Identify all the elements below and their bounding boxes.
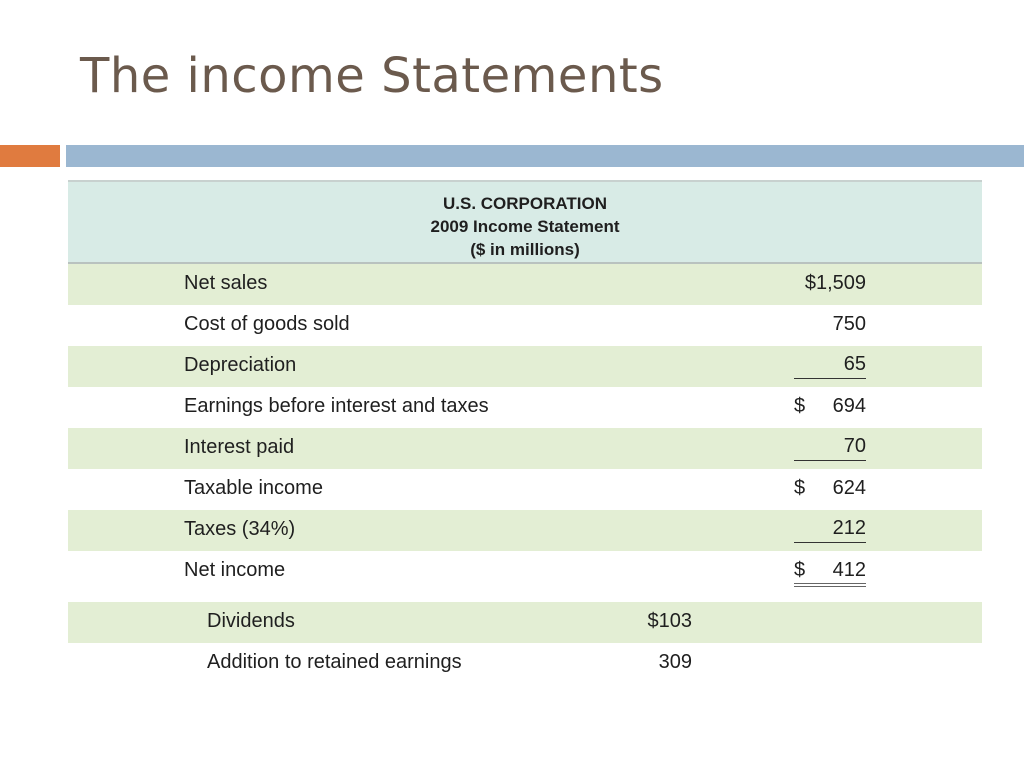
row-taxable-income bbox=[68, 469, 982, 510]
row-net-income bbox=[68, 551, 982, 592]
row-label: Cost of goods sold bbox=[184, 313, 350, 335]
accent-bar-orange bbox=[0, 145, 60, 167]
row-value: 212 bbox=[794, 517, 866, 543]
row-label: Net sales bbox=[184, 272, 268, 294]
statement-header bbox=[68, 180, 982, 264]
income-statement-table bbox=[68, 180, 982, 684]
row-ebit bbox=[68, 387, 982, 428]
row-label: Interest paid bbox=[184, 436, 295, 458]
row-value: 309 bbox=[658, 651, 692, 673]
row-value: $103 bbox=[647, 610, 692, 632]
statement-units: ($ in millions) bbox=[470, 240, 580, 259]
row-label: Depreciation bbox=[184, 354, 297, 376]
row-retained-earnings bbox=[68, 643, 982, 684]
accent-bar-blue bbox=[66, 145, 1024, 167]
currency-sign: $ bbox=[794, 395, 806, 417]
row-label: Taxes (34%) bbox=[184, 518, 296, 540]
company-name: U.S. CORPORATION bbox=[442, 194, 608, 213]
currency-sign: $ bbox=[794, 477, 806, 499]
row-label: Taxable income bbox=[184, 477, 323, 499]
row-label: Addition to retained earnings bbox=[207, 651, 462, 673]
row-label: Net income bbox=[184, 559, 286, 581]
row-label: Dividends bbox=[207, 610, 295, 632]
slide-title: The income Statements bbox=[80, 48, 664, 104]
row-cogs bbox=[68, 305, 982, 346]
row-value: 750 bbox=[832, 313, 866, 335]
row-depreciation bbox=[68, 346, 982, 387]
row-taxes bbox=[68, 510, 982, 551]
row-value: $1,509 bbox=[804, 272, 866, 294]
row-value: $ 412 bbox=[794, 559, 866, 587]
section-spacer bbox=[68, 592, 982, 602]
row-dividends bbox=[68, 602, 982, 643]
row-value: $ 624 bbox=[794, 477, 866, 499]
row-value: 65 bbox=[794, 353, 866, 379]
row-net-sales bbox=[68, 264, 982, 305]
statement-subtitle: 2009 Income Statement bbox=[430, 217, 620, 236]
row-label: Earnings before interest and taxes bbox=[184, 395, 489, 417]
row-interest-paid bbox=[68, 428, 982, 469]
row-value: $ 694 bbox=[794, 395, 866, 417]
row-value: 70 bbox=[794, 435, 866, 461]
currency-sign: $ bbox=[794, 559, 806, 581]
